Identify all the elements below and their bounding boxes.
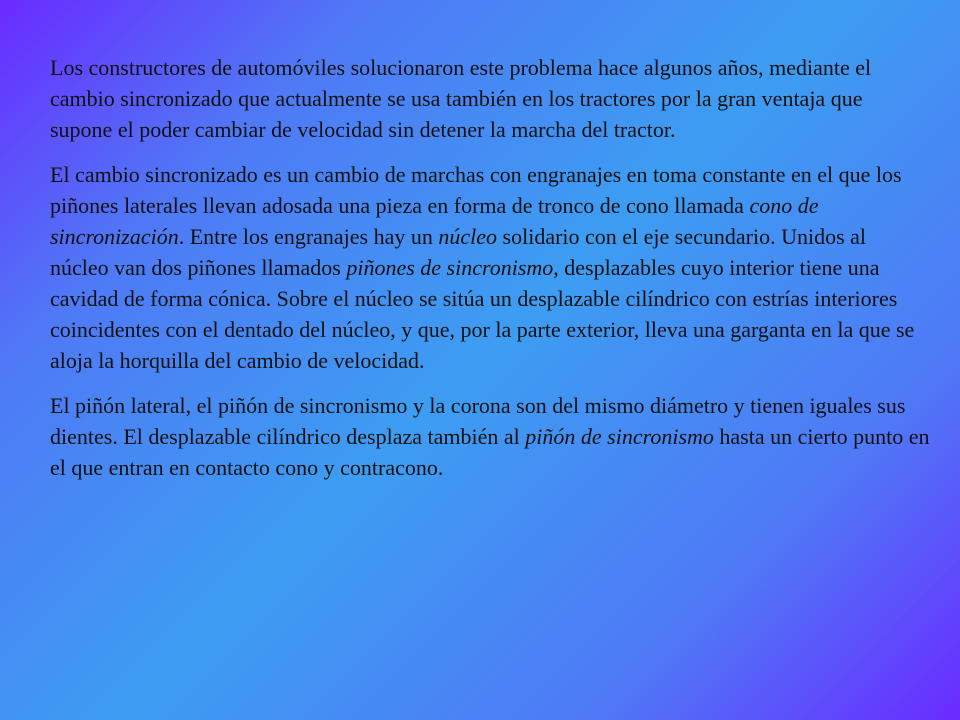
paragraph-2-text-b: . Entre los engranajes hay un: [178, 224, 439, 249]
paragraph-1: [50, 52, 930, 145]
term-nucleo: núcleo: [438, 224, 498, 249]
paragraph-3-text-b: hasta un cierto punto en el que entran en contacto cono y contracono.: [50, 424, 930, 480]
term-pinones-de-sincronismo: piñones de sincronismo: [346, 255, 554, 280]
paragraph-3: [50, 390, 930, 483]
term-cono-de-sincronizacion: cono de sincronización: [50, 193, 819, 249]
paragraph-1-text: Los constructores de automóviles solucionaron este problema hace algunos años, mediante el cambio sincronizado que actualmente se usa también en los tractores por la gran ventaja que supone el poder cambiar de velocidad sin detener la marcha del tractor.: [50, 55, 872, 142]
paragraph-2-text-c: solidario con el eje secundario. Unidos al núcleo van dos piñones llamados: [50, 224, 867, 280]
paragraph-2-text-a: El cambio sincronizado es un cambio de marchas con engranajes en toma constante en el que los piñones laterales llevan adosada una pieza en forma de tronco de cono llamada: [50, 162, 902, 218]
paragraph-2: [50, 159, 930, 376]
paragraph-2-text-d: , desplazables cuyo interior tiene una cavidad de forma cónica. Sobre el núcleo se sitúa un desplazable cilíndrico con estrías interiores coincidentes con el dentado del núcleo, y que, por la parte exterior, lleva una garganta en la que se aloja la horquilla del cambio de velocidad.: [50, 255, 915, 373]
paragraph-3-text-a: El piñón lateral, el piñón de sincronismo y la corona son del mismo diámetro y tienen iguales sus dientes. El desplazable cilíndrico desplaza también al: [50, 393, 906, 449]
term-pinon-de-sincronismo: piñón de sincronismo: [525, 424, 714, 449]
slide-body: [50, 52, 930, 497]
